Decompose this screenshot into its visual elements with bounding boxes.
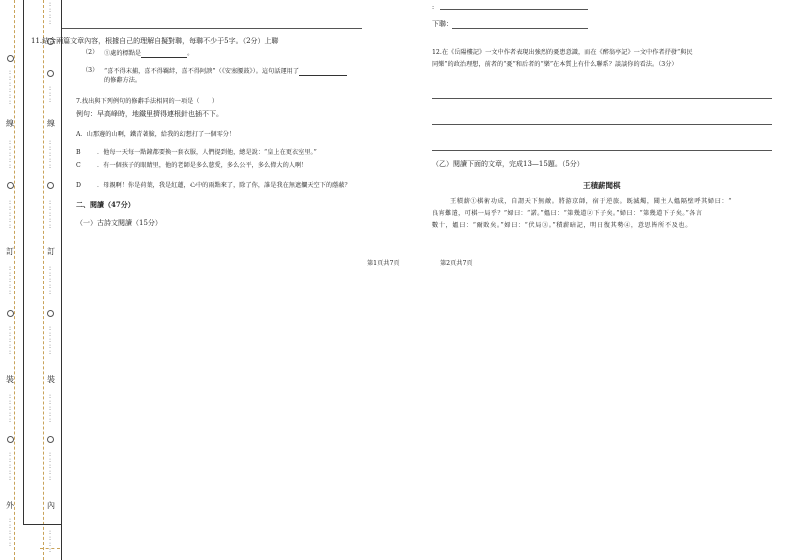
binding-dots: : : : : :: [49, 139, 52, 170]
binding-hole-icon: [47, 70, 54, 77]
page-footer-right: 第2頁共7頁: [440, 260, 473, 267]
binding-dots: : : : : : :: [9, 69, 12, 106]
answer-blank[interactable]: [141, 49, 187, 58]
question-11: 11.結合兩篇文章內容，根據自己的理解自擬對聯，每聯不少于5字。（2分）上聯: [31, 37, 279, 45]
answer-line[interactable]: [432, 150, 772, 151]
binding-hole-icon: [47, 182, 54, 189]
binding-dots: : : : : :: [9, 517, 12, 548]
binding-dots: : : : : :: [9, 393, 12, 424]
question-11-2: [104, 49, 193, 58]
top-colon: :: [432, 4, 435, 11]
answer-line: [440, 9, 588, 10]
story-paragraph-line: 數十，媼曰：“爾敗矣。”婦曰：“伏局③。”積薪暗記，明日復其勢④，意思皆所不及也。: [432, 222, 692, 229]
question-12: 12.在《岳陽樓記》一文中作者表現出強烈的憂患意識，而在《醉翁亭記》一文中作者抒發“與民: [432, 49, 693, 56]
answer-line[interactable]: [432, 98, 772, 99]
question-11-3-text2: 的修辭方法。: [104, 77, 142, 84]
binding-label-outer: 外: [6, 501, 14, 510]
binding-dots: : : : : :: [9, 325, 12, 356]
answer-line: [62, 28, 362, 29]
section-heading-reading: 二、閱讀（47分）: [76, 200, 135, 209]
question-12-cont: 同樂”的政治理想，前者的“憂”和后者的“樂”在本質上有什么聯系？談談你的看法。（3分）: [432, 61, 678, 68]
binding-label-line-inner: 線: [47, 119, 55, 128]
binding-label-fix: 訂: [6, 247, 14, 256]
answer-blank[interactable]: [299, 67, 347, 76]
binding-dots: : : : : :: [9, 451, 12, 482]
answer-line[interactable]: [432, 124, 772, 125]
binding-dots: : : : : :: [49, 265, 52, 296]
binding-label-bind-inner: 裝: [47, 375, 55, 384]
binding-hole-icon: [7, 55, 14, 62]
option-c[interactable]: ．有一個孩子的眼睛里，他的老師是多么慈愛，多么公平，多么偉大的人啊！: [97, 162, 308, 169]
binding-dots: : : : :: [49, 529, 52, 554]
binding-label-line: 線: [6, 119, 14, 128]
binding-label-inner: 內: [47, 501, 55, 510]
binding-hole-icon: [7, 310, 14, 317]
binding-dashed-line: [14, 0, 15, 560]
subsection-heading-classical: （一）古詩文閱讀（15分）: [76, 219, 162, 227]
binding-dots: : : : : :: [9, 265, 12, 296]
binding-dots: : : : : :: [49, 393, 52, 424]
story-paragraph-line: 王積薪①棋術功成，自謂天下無敵。將游京師，宿于逆旅。既滅燭，聞主人媼隔壁呼其婦曰：“: [450, 198, 733, 205]
question-11-2-text: ①處的標點是: [104, 50, 142, 57]
story-title: 王積薪聞棋: [583, 181, 621, 190]
xialian-label: 下聯：: [432, 20, 453, 28]
story-paragraph-line: 良宵難遣，可棋一局乎？”婦曰：“諾。”媼曰：“第幾道②下子矣。”婦曰：“第幾道下子矣。”各言: [432, 210, 703, 217]
page-footer-left: 第1頁共7頁: [367, 260, 400, 267]
binding-border-left: [23, 0, 24, 524]
option-b-label: B: [76, 149, 81, 156]
binding-dots: : : : : :: [49, 199, 52, 230]
question-11-2-number: （2）: [82, 49, 99, 56]
binding-dots: : : : :: [49, 1, 52, 26]
question-7: 7.找出與下列例句的修辭手法相同的一項是（ ）: [76, 98, 219, 105]
binding-dots: : : : : :: [49, 451, 52, 482]
option-a[interactable]: A．山那邊的山啊，鐵青著臉，給我的幻想打了一個零分！: [76, 131, 236, 138]
binding-border-bottom: [23, 524, 61, 525]
question-11-3-text: “喜不得末捕，喜不得羈絆，喜不得阿諛”（《安塞腰鼓》）。這句話運用了: [104, 68, 300, 75]
option-d[interactable]: ．母親啊！你是荷葉，我是紅蓮，心中的雨點來了，除了你，誰是我在無遮攔天空下的蔭蔽？: [97, 182, 351, 189]
binding-border-right: [61, 0, 62, 560]
binding-hole-icon: [7, 182, 14, 189]
option-c-label: C: [76, 162, 81, 169]
answer-line[interactable]: [452, 28, 588, 29]
question-11-2-end: 。: [187, 50, 194, 57]
binding-dashed-line: [43, 0, 44, 560]
question-11-3-number: （3）: [82, 67, 99, 74]
option-d-label: D: [76, 182, 81, 189]
binding-hole-icon: [47, 310, 54, 317]
section-yi: （乙）閱讀下面的文章，完成13—15題。（5分）: [432, 160, 584, 168]
question-11-3: [104, 67, 347, 76]
binding-dots: : : :: [49, 85, 52, 104]
binding-label-fix-inner: 訂: [47, 247, 55, 256]
binding-label-bind: 裝: [6, 375, 14, 384]
binding-dots: : : : : :: [9, 139, 12, 170]
binding-dots: : : : : :: [49, 325, 52, 356]
binding-strip: [0, 0, 62, 560]
question-7-example: 例句：早高峰時，地鐵里擠得連根針也插不下。: [76, 110, 223, 118]
option-b[interactable]: ．他每一天每一點鐘都要換一套衣服，人們提到他，總是說：“皇上在更衣室里。”: [97, 149, 317, 156]
binding-dots: : : : : :: [9, 199, 12, 230]
binding-hole-icon: [47, 436, 54, 443]
binding-hole-icon: [7, 436, 14, 443]
